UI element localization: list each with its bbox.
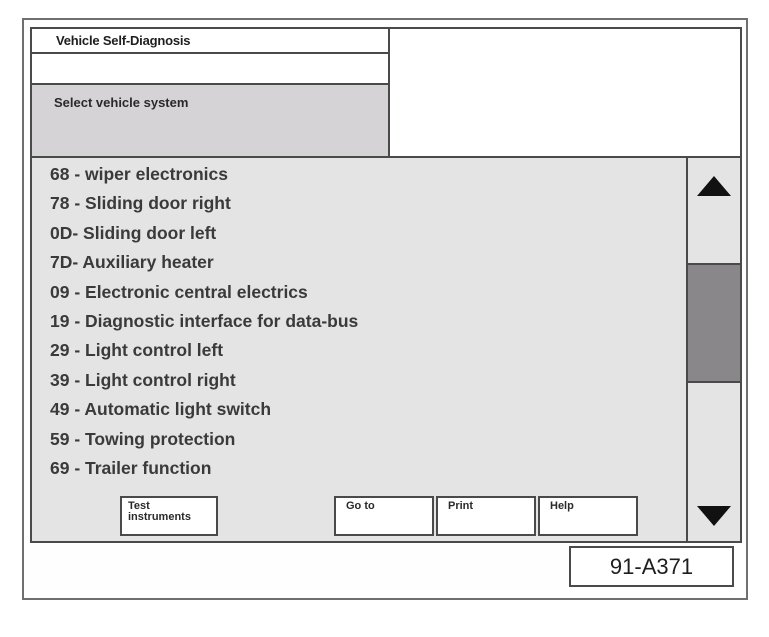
test-instruments-button[interactable] <box>120 496 218 536</box>
test-instruments-label-line2: instruments <box>128 511 191 523</box>
list-item[interactable]: 49 - Automatic light switch <box>50 399 272 420</box>
figure-code-label: 91-A371 <box>569 546 734 587</box>
scroll-up-icon[interactable] <box>697 176 731 196</box>
list-item[interactable]: 0D- Sliding door left <box>50 222 217 243</box>
screen-title: Vehicle Self-Diagnosis <box>30 27 390 54</box>
info-panel <box>388 27 742 158</box>
go-to-button[interactable]: Go to <box>334 496 434 536</box>
list-item[interactable]: 39 - Light control right <box>50 369 236 390</box>
print-button[interactable]: Print <box>436 496 536 536</box>
test-instruments-label-line1: Test <box>128 500 150 512</box>
list-item[interactable]: 68 - wiper electronics <box>50 164 228 184</box>
list-item[interactable]: 09 - Electronic central electrics <box>50 281 308 302</box>
list-item[interactable]: 29 - Light control left <box>50 340 224 361</box>
scrollbar-thumb[interactable] <box>686 263 742 383</box>
scroll-down-icon[interactable] <box>697 506 731 526</box>
system-list <box>50 160 358 483</box>
list-item[interactable]: 7D- Auxiliary heater <box>50 252 214 273</box>
list-item[interactable]: 78 - Sliding door right <box>50 193 231 214</box>
list-item[interactable]: 59 - Towing protection <box>50 428 236 449</box>
help-button[interactable]: Help <box>538 496 638 536</box>
prompt-label: Select vehicle system <box>30 83 390 158</box>
list-item[interactable]: 69 - Trailer function <box>50 457 212 478</box>
list-item[interactable]: 19 - Diagnostic interface for data-bus <box>50 310 359 331</box>
status-field <box>30 52 390 85</box>
